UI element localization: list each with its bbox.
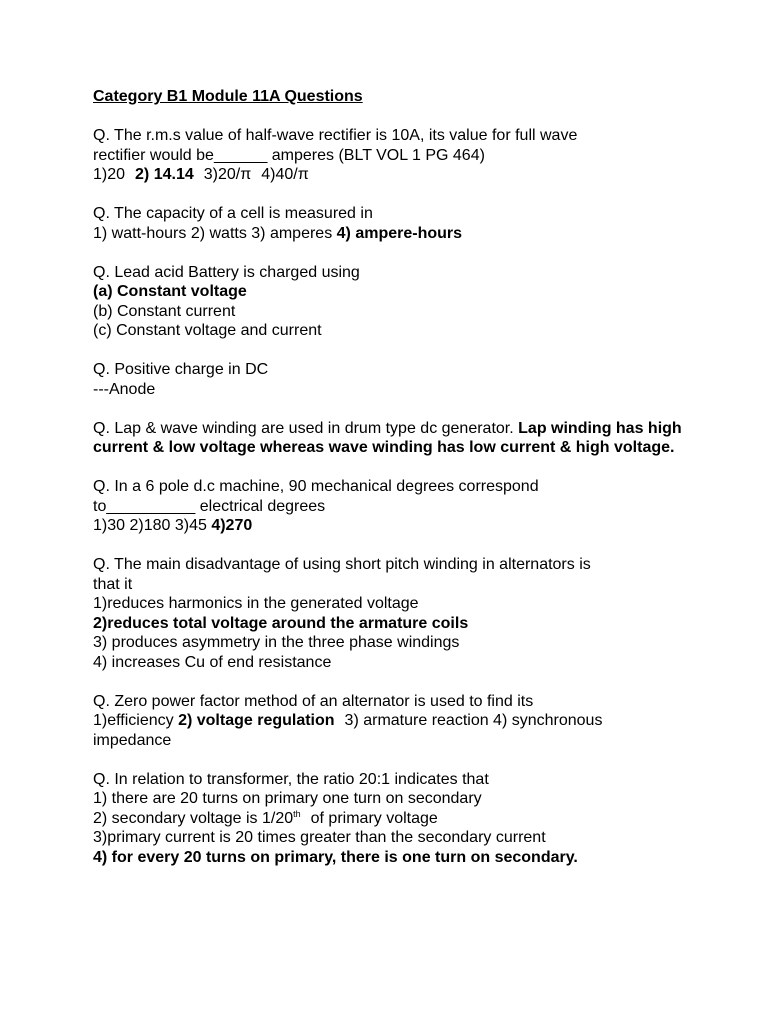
option-1: 1) there are 20 turns on primary one turn on secondary — [93, 790, 482, 807]
option-2 — [93, 809, 733, 829]
question-text: to__________ electrical degrees — [93, 497, 326, 515]
option-1: 1)20 — [93, 166, 126, 183]
question-text: Q. Zero power factor method of an alternator is used to find its — [93, 692, 534, 710]
option-1: 1)reduces harmonics in the generated voltage — [93, 595, 419, 612]
option-3: 3)primary current is 20 times greater than the secondary current — [93, 829, 546, 846]
option-4-correct: 4) ampere-hours — [336, 224, 463, 242]
question-lead-acid-battery — [93, 263, 733, 341]
answer-options — [93, 711, 733, 731]
option-4-correct: 4) for every 20 turns on primary, there is one turn on secondary. — [93, 848, 578, 866]
question-text: Q. In a 6 pole d.c machine, 90 mechanical degrees correspond — [93, 478, 539, 495]
option-2-correct: 2) 14.14 — [135, 166, 194, 183]
question-text: rectifier would be______ amperes (BLT VOL 1 PG 464) — [93, 146, 485, 164]
option-4: 4)40/π — [261, 166, 309, 183]
answer-options — [93, 516, 733, 536]
document-content — [93, 87, 733, 887]
option-4-correct: 4)270 — [211, 517, 253, 534]
question-text: Q. In relation to transformer, the ratio 20:1 indicates that — [93, 770, 489, 788]
question-six-pole-machine — [93, 477, 733, 536]
answer-options — [93, 165, 733, 185]
option-4: 4) increases Cu of end resistance — [93, 653, 332, 671]
option-a-correct: (a) Constant voltage — [93, 283, 247, 300]
answer-text: ---Anode — [93, 380, 156, 398]
question-text: Q. The main disadvantage of using short pitch winding in alternators is — [93, 556, 591, 573]
question-text: Q. Lap & wave winding are used in drum type dc generator. — [93, 419, 519, 437]
option-2-correct: 2) voltage regulation — [178, 712, 335, 729]
question-short-pitch-winding — [93, 555, 733, 672]
question-cell-capacity — [93, 204, 733, 243]
question-rms-rectifier — [93, 126, 733, 185]
option-1: 1)efficiency — [93, 712, 179, 729]
option-2-text: 2) secondary voltage is 1/20 — [93, 809, 294, 827]
options-3-4: 3) armature reaction 4) synchronous — [344, 712, 603, 729]
document-title: Category B1 Module 11A Questions — [93, 88, 363, 105]
option-c: (c) Constant voltage and current — [93, 322, 322, 339]
answer-options-continued: impedance — [93, 731, 172, 749]
question-lap-wave-winding — [93, 419, 733, 458]
answer-options — [93, 224, 733, 244]
option-3: 3)20/π — [203, 166, 252, 183]
question-text: Q. Lead acid Battery is charged using — [93, 263, 360, 281]
option-2-correct: 2)reduces total voltage around the armature coils — [93, 614, 469, 632]
option-b: (b) Constant current — [93, 302, 236, 320]
option-3: 3) produces asymmetry in the three phase windings — [93, 634, 460, 651]
question-positive-charge — [93, 360, 733, 399]
question-zero-power-factor — [93, 692, 733, 751]
option-2-text-end: of primary voltage — [310, 809, 438, 827]
answer-text: Lap winding has high current & low voltage whereas wave winding has low current & high voltage. — [93, 419, 682, 456]
ordinal-superscript: th — [293, 808, 301, 819]
question-text: Q. The capacity of a cell is measured in — [93, 205, 373, 222]
options-plain: 1)30 2)180 3)45 — [93, 517, 212, 534]
question-transformer-ratio — [93, 770, 733, 868]
question-text: Q. Positive charge in DC — [93, 361, 269, 378]
question-text: Q. The r.m.s value of half-wave rectifier is 10A, its value for full wave — [93, 127, 578, 144]
question-text: that it — [93, 575, 133, 593]
options-plain: 1) watt-hours 2) watts 3) amperes — [93, 224, 337, 242]
